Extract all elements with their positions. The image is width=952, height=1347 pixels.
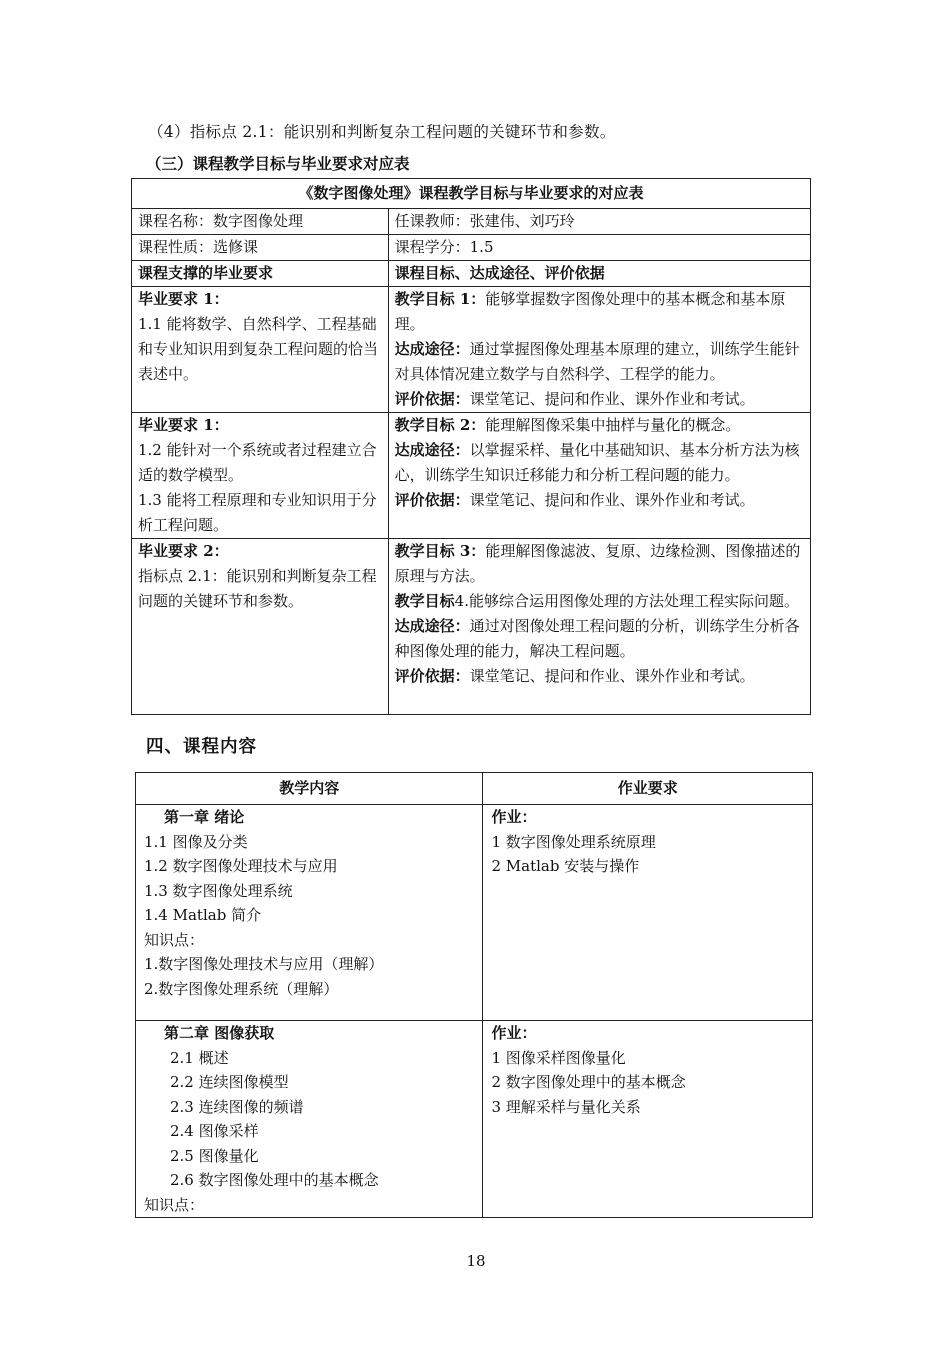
- requirement-text: 指标点 2.1：能识别和判断复杂工程问题的关键环节和参数。: [138, 567, 377, 610]
- col-header-goals: 课程目标、达成途径、评价依据: [388, 261, 810, 287]
- section-title-3: （三）课程教学目标与毕业要求对应表: [146, 154, 410, 173]
- list-item: 1.数字图像处理技术与应用（理解）: [144, 955, 384, 973]
- list-item: 2.2 连续图像模型: [170, 1073, 289, 1091]
- knowledge-label: 知识点：: [144, 1195, 205, 1214]
- table-row: [136, 1021, 813, 1218]
- course-teacher: 任课教师：张建伟、刘巧玲: [388, 209, 810, 235]
- goal-item: 教学目标 1：能够掌握数字图像处理中的基本概念和基本原理。: [394, 290, 786, 333]
- section-title-4: 四、课程内容: [146, 737, 257, 757]
- table-row: [132, 539, 811, 715]
- list-item: 3 理解采样与量化关系: [491, 1097, 641, 1116]
- course-name: 课程名称：数字图像处理: [132, 209, 389, 235]
- goal-item: 评价依据：课堂笔记、提问和作业、课外作业和考试。: [394, 491, 755, 509]
- requirement-cell: [132, 413, 389, 539]
- goals-cell: [388, 287, 810, 413]
- requirement-text: 1.1 能将数学、自然科学、工程基础和专业知识用到复杂工程问题的恰当表述中。: [138, 315, 379, 383]
- table-row: [136, 805, 813, 1021]
- goal-item: 教学目标 3：能理解图像滤波、复原、边缘检测、图像描述的原理与方法。: [394, 542, 801, 585]
- goal-item: 教学目标4.能够综合运用图像处理的方法处理工程实际问题。: [394, 592, 799, 610]
- chapter2-content: [136, 1021, 483, 1218]
- list-item: 1.2 数字图像处理技术与应用: [144, 857, 338, 875]
- goal-item: 评价依据：课堂笔记、提问和作业、课外作业和考试。: [394, 667, 755, 685]
- list-item: 1.1 图像及分类: [144, 832, 248, 851]
- goal-item: 教学目标 2：能理解图像采集中抽样与量化的概念。: [394, 416, 741, 434]
- course-type: 课程性质：选修课: [132, 235, 389, 261]
- requirement-text: 1.2 能针对一个系统或者过程建立合适的数学模型。: [138, 441, 377, 484]
- requirement-title: 毕业要求 2：: [138, 542, 229, 560]
- table-row: [132, 413, 811, 539]
- homework-label: 作业：: [491, 1024, 537, 1042]
- col-header-requirement: 课程支撑的毕业要求: [132, 261, 389, 287]
- list-item: 1 数字图像处理系统原理: [491, 832, 656, 851]
- list-item: 2.5 图像量化: [170, 1146, 259, 1165]
- list-item: 2 Matlab 安装与操作: [491, 857, 640, 875]
- goals-cell: [388, 539, 810, 715]
- homework-label: 作业：: [491, 808, 537, 826]
- list-item: 2.4 图像采样: [170, 1122, 259, 1140]
- chapter1-content: [136, 805, 483, 1021]
- list-item: 1 图像采样图像量化: [491, 1048, 626, 1067]
- table-title: 《数字图像处理》课程教学目标与毕业要求的对应表: [132, 179, 811, 209]
- list-item: 2 数字图像处理中的基本概念: [491, 1073, 686, 1091]
- list-item: 1.4 Matlab 简介: [144, 906, 262, 924]
- chapter-title: 第一章 绪论: [164, 808, 245, 826]
- table-row: [132, 287, 811, 413]
- list-item: 2.1 概述: [170, 1048, 229, 1067]
- goal-item: 达成途径：以掌握采样、量化中基础知识、基本分析方法为核心，训练学生知识迁移能力和分析工程问题的能力。: [394, 441, 800, 484]
- knowledge-label: 知识点：: [144, 930, 205, 949]
- requirement-title: 毕业要求 1：: [138, 290, 229, 308]
- chapter-title: 第二章 图像获取: [164, 1024, 275, 1042]
- goal-item: 评价依据：课堂笔记、提问和作业、课外作业和考试。: [394, 390, 755, 408]
- chapter2-homework: [483, 1021, 813, 1218]
- requirement-cell: [132, 287, 389, 413]
- list-item: 1.3 数字图像处理系统: [144, 881, 293, 900]
- requirement-text: 1.3 能将工程原理和专业知识用于分析工程问题。: [138, 491, 377, 534]
- col-header-homework: 作业要求: [483, 773, 813, 805]
- content-table: [135, 772, 813, 1218]
- course-credit: 课程学分：1.5: [388, 235, 810, 261]
- requirement-title: 毕业要求 1：: [138, 416, 229, 434]
- list-item: 2.6 数字图像处理中的基本概念: [170, 1171, 379, 1189]
- goal-item: 达成途径：通过掌握图像处理基本原理的建立，训练学生能针对具体情况建立数学与自然科学、工程学的能力。: [394, 340, 800, 383]
- goals-cell: [388, 413, 810, 539]
- col-header-content: 教学内容: [136, 773, 483, 805]
- list-item: 2.数字图像处理系统（理解）: [144, 979, 339, 998]
- goal-item: 达成途径：通过对图像处理工程问题的分析，训练学生分析各种图像处理的能力，解决工程问题。: [394, 617, 800, 660]
- intro-line: （4）指标点 2.1：能识别和判断复杂工程问题的关键环节和参数。: [148, 123, 616, 141]
- requirement-cell: [132, 539, 389, 715]
- page-number: 18: [466, 1252, 486, 1270]
- list-item: 2.3 连续图像的频谱: [170, 1097, 304, 1116]
- objectives-table: [131, 178, 811, 715]
- chapter1-homework: [483, 805, 813, 1021]
